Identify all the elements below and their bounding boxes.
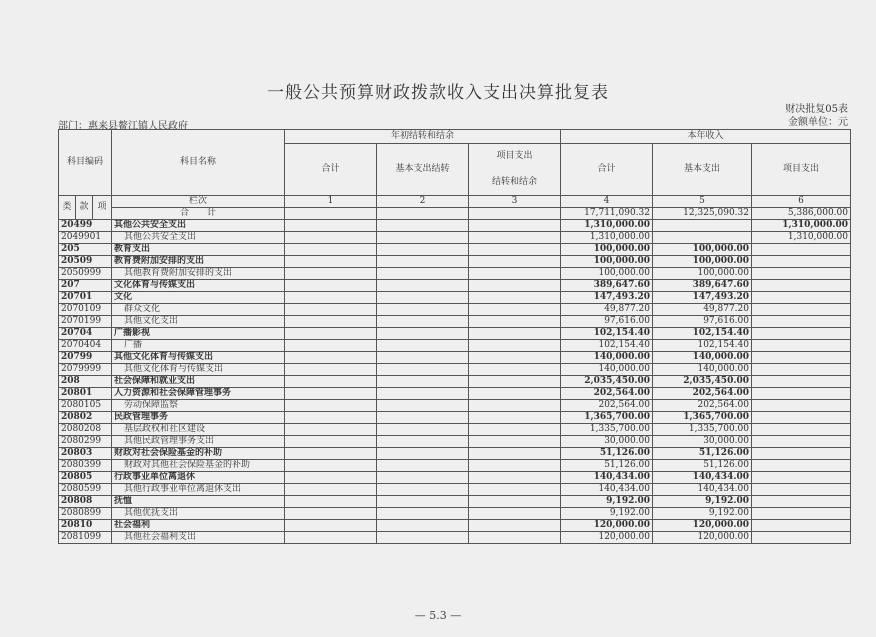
- row-income-basic: 100,000.00: [653, 268, 752, 280]
- sum-income-total: 17,711,090.32: [561, 208, 653, 220]
- row-income-total: 1,310,000.00: [561, 232, 653, 244]
- row-income-total: 140,434.00: [561, 472, 653, 484]
- row-income-basic: 100,000.00: [653, 244, 752, 256]
- row-carry-project: [469, 460, 561, 472]
- table-row: [59, 412, 851, 424]
- row-carry-basic: [377, 460, 469, 472]
- row-code: 2080399: [59, 460, 112, 472]
- row-carry-basic: [377, 352, 469, 364]
- row-income-basic: 49,877.20: [653, 304, 752, 316]
- row-carry-total: [285, 472, 377, 484]
- row-code: 2050999: [59, 268, 112, 280]
- row-code: 2079999: [59, 364, 112, 376]
- row-carry-basic: [377, 316, 469, 328]
- row-income-basic: 1,365,700.00: [653, 412, 752, 424]
- row-income-project: [752, 244, 851, 256]
- row-carry-basic: [377, 496, 469, 508]
- row-carry-total: [285, 364, 377, 376]
- row-income-project: [752, 400, 851, 412]
- page-title: 一般公共预算财政拨款收入支出决算批复表: [267, 83, 609, 103]
- row-carry-basic: [377, 412, 469, 424]
- row-income-total: 147,493.20: [561, 292, 653, 304]
- header-income: 本年收入: [561, 130, 851, 144]
- row-income-total: 140,000.00: [561, 364, 653, 376]
- row-income-basic: 100,000.00: [653, 256, 752, 268]
- table-row: [59, 364, 851, 376]
- table-row: [59, 232, 851, 244]
- form-code: 财决批复05表: [785, 104, 848, 115]
- row-income-project: [752, 520, 851, 532]
- row-income-basic: 140,434.00: [653, 472, 752, 484]
- row-code: 2080599: [59, 484, 112, 496]
- row-income-basic: 51,126.00: [653, 448, 752, 460]
- row-carry-basic: [377, 292, 469, 304]
- table-row: [59, 376, 851, 388]
- row-name: 民政管理事务: [112, 412, 285, 424]
- row-code: 20805: [59, 472, 112, 484]
- row-carry-total: [285, 520, 377, 532]
- table-row: [59, 484, 851, 496]
- row-income-total: 120,000.00: [561, 520, 653, 532]
- row-carry-total: [285, 340, 377, 352]
- row-carry-project: [469, 304, 561, 316]
- row-name: 教育支出: [112, 244, 285, 256]
- row-carry-project: [469, 496, 561, 508]
- row-income-project: [752, 352, 851, 364]
- row-income-basic: [653, 232, 752, 244]
- row-name: 教育费附加安排的支出: [112, 256, 285, 268]
- row-income-project: [752, 340, 851, 352]
- row-income-total: 51,126.00: [561, 448, 653, 460]
- row-income-project: [752, 388, 851, 400]
- row-carry-project: [469, 268, 561, 280]
- row-carry-basic: [377, 304, 469, 316]
- row-carry-basic: [377, 508, 469, 520]
- row-carry-project: [469, 484, 561, 496]
- row-income-basic: 140,000.00: [653, 364, 752, 376]
- row-code: 20701: [59, 292, 112, 304]
- row-code: 2080105: [59, 400, 112, 412]
- col-number: 5: [653, 196, 752, 208]
- table-row: [59, 316, 851, 328]
- row-code: 20810: [59, 520, 112, 532]
- row-income-total: 100,000.00: [561, 268, 653, 280]
- row-income-basic: 120,000.00: [653, 520, 752, 532]
- budget-table: [58, 129, 851, 544]
- row-income-total: 120,000.00: [561, 532, 653, 544]
- table-row: [59, 508, 851, 520]
- row-carry-total: [285, 508, 377, 520]
- row-income-basic: 140,000.00: [653, 352, 752, 364]
- table-row: [59, 352, 851, 364]
- row-carry-project: [469, 256, 561, 268]
- row-income-total: 1,365,700.00: [561, 412, 653, 424]
- row-name: 抚恤: [112, 496, 285, 508]
- row-code: 20704: [59, 328, 112, 340]
- row-income-project: [752, 496, 851, 508]
- row-carry-total: [285, 436, 377, 448]
- table-row: [59, 472, 851, 484]
- col-number: 2: [377, 196, 469, 208]
- row-name: 广播: [112, 340, 285, 352]
- row-carry-total: [285, 316, 377, 328]
- row-income-project: [752, 436, 851, 448]
- row-name: 其他公共安全支出: [112, 220, 285, 232]
- table-row: [59, 460, 851, 472]
- row-code: 2080899: [59, 508, 112, 520]
- row-income-total: 102,154.40: [561, 328, 653, 340]
- header-income-basic: 基本支出: [653, 144, 752, 196]
- row-carry-total: [285, 412, 377, 424]
- row-income-basic: 202,564.00: [653, 388, 752, 400]
- row-income-total: 30,000.00: [561, 436, 653, 448]
- row-income-total: 2,035,450.00: [561, 376, 653, 388]
- table-row: [59, 400, 851, 412]
- table-row: [59, 496, 851, 508]
- row-code: 20799: [59, 352, 112, 364]
- row-carry-total: [285, 424, 377, 436]
- row-income-project: [752, 292, 851, 304]
- row-income-project: [752, 472, 851, 484]
- row-code: 2081099: [59, 532, 112, 544]
- row-income-total: 202,564.00: [561, 388, 653, 400]
- row-name: 其他公共安全支出: [112, 232, 285, 244]
- table-row: [59, 532, 851, 544]
- row-name: 人力资源和社会保障管理事务: [112, 388, 285, 400]
- row-carry-total: [285, 220, 377, 232]
- row-carry-basic: [377, 268, 469, 280]
- row-carry-basic: [377, 436, 469, 448]
- row-carry-project: [469, 388, 561, 400]
- row-income-basic: 1,335,700.00: [653, 424, 752, 436]
- row-income-project: [752, 364, 851, 376]
- table-row: [59, 388, 851, 400]
- header-code: 科目编码: [59, 130, 112, 196]
- row-carry-basic: [377, 532, 469, 544]
- row-income-basic: 102,154.40: [653, 340, 752, 352]
- header-income-project: 项目支出: [752, 144, 851, 196]
- row-name: 其他社会福利支出: [112, 532, 285, 544]
- row-carry-total: [285, 448, 377, 460]
- table-row: [59, 448, 851, 460]
- row-income-total: 202,564.00: [561, 400, 653, 412]
- table-row: [59, 220, 851, 232]
- header-kuan: 款: [76, 196, 93, 220]
- row-carry-basic: [377, 232, 469, 244]
- row-carry-total: [285, 460, 377, 472]
- header-lanci: 栏次: [112, 196, 285, 208]
- row-code: 205: [59, 244, 112, 256]
- row-income-project: [752, 484, 851, 496]
- row-name: 行政事业单位离退休: [112, 472, 285, 484]
- row-income-total: 100,000.00: [561, 256, 653, 268]
- row-carry-project: [469, 400, 561, 412]
- row-income-project: 1,310,000.00: [752, 220, 851, 232]
- row-name: 社会福利: [112, 520, 285, 532]
- row-carry-project: [469, 412, 561, 424]
- table-row: [59, 328, 851, 340]
- table-row: [59, 340, 851, 352]
- row-name: 其他教育费附加安排的支出: [112, 268, 285, 280]
- row-code: 20808: [59, 496, 112, 508]
- row-carry-project: [469, 472, 561, 484]
- row-income-basic: 9,192.00: [653, 508, 752, 520]
- row-income-project: [752, 328, 851, 340]
- row-carry-basic: [377, 256, 469, 268]
- row-carry-project: [469, 424, 561, 436]
- row-carry-project: [469, 292, 561, 304]
- table-row: [59, 244, 851, 256]
- row-income-basic: 102,154.40: [653, 328, 752, 340]
- row-income-basic: 9,192.00: [653, 496, 752, 508]
- row-carry-basic: [377, 244, 469, 256]
- col-number: 3: [469, 196, 561, 208]
- row-income-project: [752, 412, 851, 424]
- row-income-project: [752, 508, 851, 520]
- row-carry-basic: [377, 388, 469, 400]
- row-income-total: 49,877.20: [561, 304, 653, 316]
- row-carry-basic: [377, 472, 469, 484]
- header-carryover: 年初结转和结余: [285, 130, 561, 144]
- row-income-project: [752, 448, 851, 460]
- table-row: [59, 304, 851, 316]
- row-income-basic: 120,000.00: [653, 532, 752, 544]
- row-name: 社会保障和就业支出: [112, 376, 285, 388]
- row-carry-total: [285, 532, 377, 544]
- row-income-basic: 202,564.00: [653, 400, 752, 412]
- currency-unit: 金额单位：元: [788, 117, 848, 128]
- header-lei: 类: [59, 196, 76, 220]
- table-row: [59, 256, 851, 268]
- row-name: 其他行政事业单位离退休支出: [112, 484, 285, 496]
- row-name: 其他文化支出: [112, 316, 285, 328]
- row-carry-project: [469, 328, 561, 340]
- table-row: [59, 520, 851, 532]
- row-income-basic: 51,126.00: [653, 460, 752, 472]
- row-carry-project: [469, 244, 561, 256]
- row-carry-total: [285, 304, 377, 316]
- row-income-basic: 389,647.60: [653, 280, 752, 292]
- row-carry-total: [285, 280, 377, 292]
- row-income-total: 97,616.00: [561, 316, 653, 328]
- header-carry-total: 合计: [285, 144, 377, 196]
- row-carry-project: [469, 316, 561, 328]
- row-name: 其他优抚支出: [112, 508, 285, 520]
- row-name: 基层政权和社区建设: [112, 424, 285, 436]
- row-code: 20509: [59, 256, 112, 268]
- row-carry-total: [285, 400, 377, 412]
- row-carry-total: [285, 388, 377, 400]
- department-label: 部门：惠来县鳌江镇人民政府: [58, 121, 188, 132]
- header-name: 科目名称: [112, 130, 285, 196]
- row-carry-project: [469, 376, 561, 388]
- row-income-total: 140,000.00: [561, 352, 653, 364]
- row-carry-basic: [377, 280, 469, 292]
- row-income-project: [752, 424, 851, 436]
- row-name: 财政对社会保险基金的补助: [112, 448, 285, 460]
- row-name: 财政对其他社会保险基金的补助: [112, 460, 285, 472]
- row-carry-basic: [377, 400, 469, 412]
- row-name: 其他民政管理事务支出: [112, 436, 285, 448]
- row-income-basic: 140,434.00: [653, 484, 752, 496]
- row-income-total: 9,192.00: [561, 496, 653, 508]
- header-carry-project-2: 结转和结余: [469, 170, 561, 196]
- row-carry-total: [285, 328, 377, 340]
- row-carry-total: [285, 244, 377, 256]
- row-income-total: 9,192.00: [561, 508, 653, 520]
- header-xiang: 项: [93, 196, 112, 220]
- row-carry-project: [469, 280, 561, 292]
- row-carry-basic: [377, 340, 469, 352]
- sum-income-basic: 12,325,090.32: [653, 208, 752, 220]
- row-income-total: 1,335,700.00: [561, 424, 653, 436]
- row-carry-basic: [377, 220, 469, 232]
- row-name: 群众文化: [112, 304, 285, 316]
- row-code: 2080299: [59, 436, 112, 448]
- row-carry-project: [469, 364, 561, 376]
- table-row: [59, 268, 851, 280]
- row-carry-basic: [377, 484, 469, 496]
- row-code: 2070404: [59, 340, 112, 352]
- row-carry-total: [285, 484, 377, 496]
- row-income-total: 1,310,000.00: [561, 220, 653, 232]
- header-carry-basic: 基本支出结转: [377, 144, 469, 196]
- row-code: 20803: [59, 448, 112, 460]
- row-name: 其他文化体育与传媒支出: [112, 352, 285, 364]
- row-carry-total: [285, 268, 377, 280]
- table-row: [59, 280, 851, 292]
- row-income-project: [752, 268, 851, 280]
- row-name: 广播影视: [112, 328, 285, 340]
- row-code: 20801: [59, 388, 112, 400]
- row-code: 2070199: [59, 316, 112, 328]
- col-number: 1: [285, 196, 377, 208]
- row-carry-total: [285, 496, 377, 508]
- row-carry-total: [285, 256, 377, 268]
- row-income-basic: 2,035,450.00: [653, 376, 752, 388]
- col-number: 4: [561, 196, 653, 208]
- row-carry-project: [469, 520, 561, 532]
- row-income-project: [752, 256, 851, 268]
- row-carry-basic: [377, 520, 469, 532]
- row-carry-project: [469, 232, 561, 244]
- row-carry-project: [469, 352, 561, 364]
- row-carry-basic: [377, 328, 469, 340]
- row-income-project: [752, 304, 851, 316]
- header-carry-project-1: 项目支出: [469, 144, 561, 170]
- row-carry-basic: [377, 424, 469, 436]
- row-carry-basic: [377, 448, 469, 460]
- row-carry-project: [469, 340, 561, 352]
- row-income-basic: [653, 220, 752, 232]
- row-carry-total: [285, 232, 377, 244]
- row-income-project: [752, 376, 851, 388]
- col-number: 6: [752, 196, 851, 208]
- row-name: 劳动保障监察: [112, 400, 285, 412]
- row-income-project: [752, 316, 851, 328]
- row-carry-project: [469, 220, 561, 232]
- table-row: [59, 424, 851, 436]
- row-income-total: 100,000.00: [561, 244, 653, 256]
- row-carry-project: [469, 508, 561, 520]
- row-code: 2070109: [59, 304, 112, 316]
- sum-carry-total: [285, 208, 377, 220]
- row-income-basic: 30,000.00: [653, 436, 752, 448]
- row-income-total: 51,126.00: [561, 460, 653, 472]
- row-income-project: [752, 532, 851, 544]
- row-carry-basic: [377, 364, 469, 376]
- row-income-project: [752, 280, 851, 292]
- row-code: 2080208: [59, 424, 112, 436]
- row-income-basic: 147,493.20: [653, 292, 752, 304]
- row-name: 文化体育与传媒支出: [112, 280, 285, 292]
- sum-carry-project: [469, 208, 561, 220]
- row-income-total: 140,434.00: [561, 484, 653, 496]
- row-code: 20802: [59, 412, 112, 424]
- row-income-total: 102,154.40: [561, 340, 653, 352]
- row-code: 20499: [59, 220, 112, 232]
- row-code: 207: [59, 280, 112, 292]
- table-row: [59, 436, 851, 448]
- row-name: 其他文化体育与传媒支出: [112, 364, 285, 376]
- row-carry-total: [285, 376, 377, 388]
- row-carry-project: [469, 436, 561, 448]
- row-carry-project: [469, 532, 561, 544]
- row-income-project: [752, 460, 851, 472]
- row-name: 文化: [112, 292, 285, 304]
- sum-label: 合 计: [112, 208, 285, 220]
- sum-income-project: 5,386,000.00: [752, 208, 851, 220]
- row-carry-project: [469, 448, 561, 460]
- row-code: 208: [59, 376, 112, 388]
- row-income-project: 1,310,000.00: [752, 232, 851, 244]
- row-income-total: 389,647.60: [561, 280, 653, 292]
- sum-carry-basic: [377, 208, 469, 220]
- row-income-basic: 97,616.00: [653, 316, 752, 328]
- row-code: 2049901: [59, 232, 112, 244]
- row-carry-total: [285, 352, 377, 364]
- page-number: — 5.3 —: [414, 609, 462, 622]
- row-carry-total: [285, 292, 377, 304]
- table-row: [59, 292, 851, 304]
- header-income-total: 合计: [561, 144, 653, 196]
- row-carry-basic: [377, 376, 469, 388]
